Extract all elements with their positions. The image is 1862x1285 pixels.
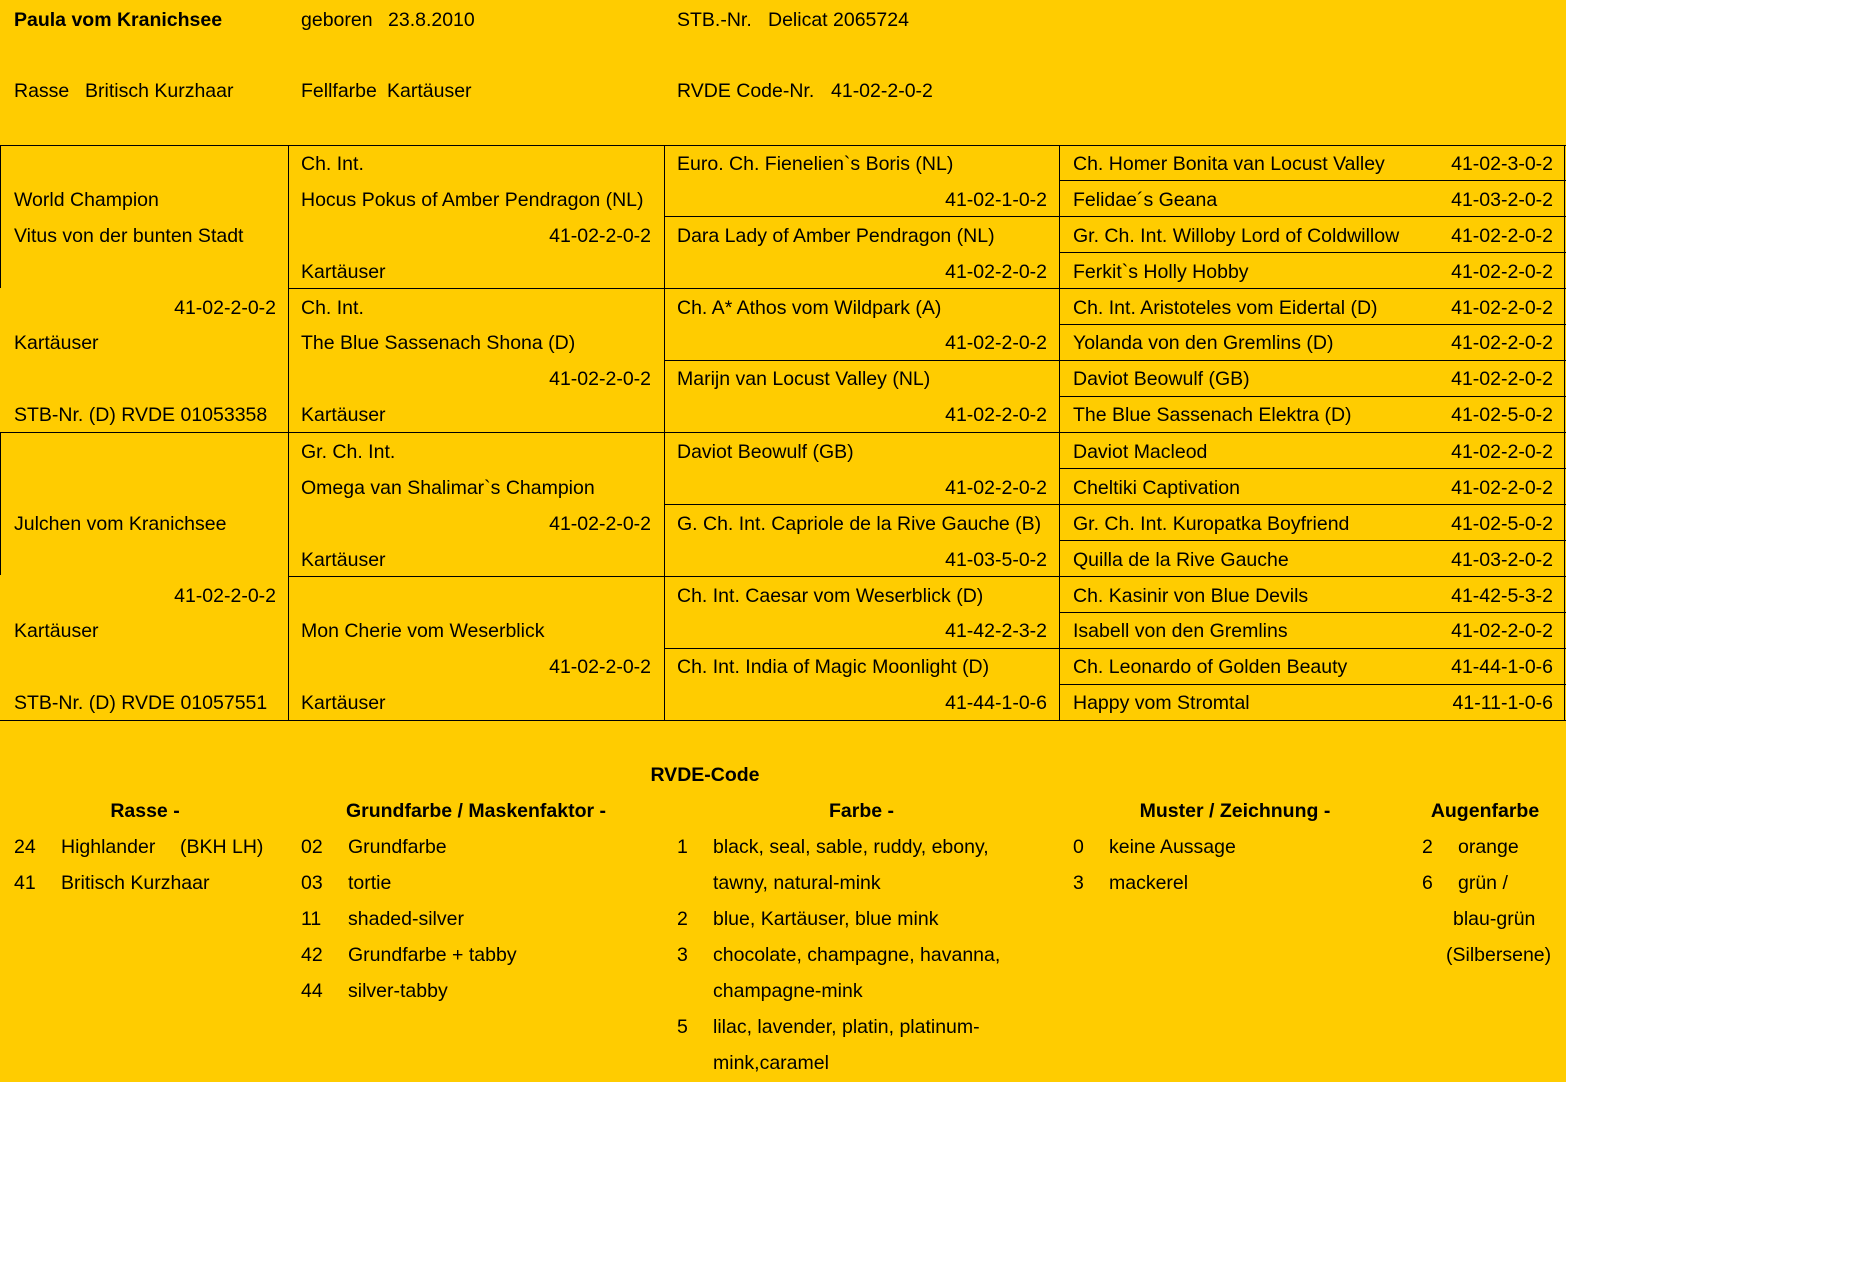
gg-grandparent-1-code: 41-02-3-0-2 <box>1451 153 1553 175</box>
great-grandparent-5-code: 41-02-2-0-2 <box>945 477 1047 499</box>
legend-rasse-code-1: 24 <box>14 836 36 858</box>
legend-farbe-code-3: 3 <box>677 944 688 966</box>
great-grandparent-3-code: 41-02-2-0-2 <box>945 332 1047 354</box>
breed-label: Rasse <box>14 80 70 102</box>
gg-grandparent-7-name: Daviot Beowulf (GB) <box>1073 368 1250 390</box>
grid-line-col3 <box>1059 145 1060 721</box>
legend-farbe-code-5: 5 <box>677 1016 688 1038</box>
stb-label: STB.-Nr. <box>677 9 752 31</box>
grandparent-2-color: Kartäuser <box>301 404 386 426</box>
legend-augenfarbe-label-1: orange <box>1458 836 1519 858</box>
legend-augenfarbe-code-1: 2 <box>1422 836 1433 858</box>
legend-farbe-code-1: 1 <box>677 836 688 858</box>
great-grandparent-8-name: Ch. Int. India of Magic Moonlight (D) <box>677 656 990 678</box>
gg-grandparent-8-code: 41-02-5-0-2 <box>1451 404 1553 426</box>
legend-farbe-code-2: 2 <box>677 908 688 930</box>
gg-grandparent-4-name: Ferkit`s Holly Hobby <box>1073 261 1249 283</box>
legend-grundfarbe-code-2: 03 <box>301 872 323 894</box>
legend-augenfarbe-label-2b: blau-grün <box>1453 908 1536 930</box>
legend-grundfarbe-heading: Grundfarbe / Maskenfaktor - <box>345 800 607 822</box>
gg-grandparent-14-name: Isabell von den Gremlins <box>1073 620 1288 642</box>
gg-grandparent-9-name: Daviot Macleod <box>1073 441 1208 463</box>
grid-line-g5 <box>1059 324 1566 325</box>
gg-grandparent-3-name: Gr. Ch. Int. Willoby Lord of Coldwillow <box>1073 225 1400 247</box>
grid-line-g13 <box>1059 612 1566 613</box>
great-grandparent-3-name: Ch. A* Athos vom Wildpark (A) <box>677 297 942 319</box>
legend-muster-label-2: mackerel <box>1109 872 1189 894</box>
great-grandparent-2-name: Dara Lady of Amber Pendragon (NL) <box>677 225 995 247</box>
gg-grandparent-5-name: Ch. Int. Aristoteles vom Eidertal (D) <box>1073 297 1378 319</box>
legend-muster-code-2: 3 <box>1073 872 1084 894</box>
gg-grandparent-12-name: Quilla de la Rive Gauche <box>1073 549 1289 571</box>
grandparent-1-name: Hocus Pokus of Amber Pendragon (NL) <box>301 189 644 211</box>
gg-grandparent-2-code: 41-03-2-0-2 <box>1451 189 1553 211</box>
grid-line-left-b <box>0 432 1 575</box>
great-grandparent-4-code: 41-02-2-0-2 <box>945 404 1047 426</box>
grid-line-top <box>0 145 1566 146</box>
legend-grundfarbe-label-4: Grundfarbe + tabby <box>348 944 517 966</box>
legend-grundfarbe-label-2: tortie <box>348 872 392 894</box>
stb-value: Delicat 2065724 <box>768 9 909 31</box>
great-grandparent-6-code: 41-03-5-0-2 <box>945 549 1047 571</box>
gg-grandparent-12-code: 41-03-2-0-2 <box>1451 549 1553 571</box>
grandparent-3-title: Gr. Ch. Int. <box>301 441 396 463</box>
grandparent-2-name: The Blue Sassenach Shona (D) <box>301 332 576 354</box>
great-grandparent-7-name: Ch. Int. Caesar vom Weserblick (D) <box>677 585 984 607</box>
rvde-value: 41-02-2-0-2 <box>831 80 933 102</box>
legend-grundfarbe-code-4: 42 <box>301 944 323 966</box>
legend-grundfarbe-label-3: shaded-silver <box>348 908 464 930</box>
legend-farbe-line-3a: chocolate, champagne, havanna, <box>713 944 1001 966</box>
legend-farbe-line-3b: champagne-mink <box>713 980 863 1002</box>
sire-name: Vitus von der bunten Stadt <box>14 225 244 247</box>
gg-grandparent-6-name: Yolanda von den Gremlins (D) <box>1073 332 1334 354</box>
great-grandparent-5-name: Daviot Beowulf (GB) <box>677 441 854 463</box>
gg-grandparent-15-name: Ch. Leonardo of Golden Beauty <box>1073 656 1348 678</box>
grid-line-g11 <box>1059 540 1566 541</box>
grid-line-e3 <box>664 360 1566 361</box>
legend-farbe-heading: Farbe - <box>828 800 894 822</box>
grandparent-4-code: 41-02-2-0-2 <box>549 656 651 678</box>
great-grandparent-4-name: Marijn van Locust Valley (NL) <box>677 368 931 390</box>
gg-grandparent-5-code: 41-02-2-0-2 <box>1451 297 1553 319</box>
sire-code: 41-02-2-0-2 <box>174 297 276 319</box>
gg-grandparent-2-name: Felidae´s Geana <box>1073 189 1218 211</box>
legend-farbe-line-1b: tawny, natural-mink <box>713 872 881 894</box>
gg-grandparent-10-name: Cheltiki Captivation <box>1073 477 1240 499</box>
grid-line-left-a <box>0 145 1 288</box>
legend-grundfarbe-code-3: 11 <box>301 908 322 930</box>
great-grandparent-6-name: G. Ch. Int. Capriole de la Rive Gauche (B) <box>677 513 1042 535</box>
gg-grandparent-10-code: 41-02-2-0-2 <box>1451 477 1553 499</box>
grid-line-col2 <box>664 145 665 721</box>
legend-augenfarbe-code-2: 6 <box>1422 872 1433 894</box>
cat-name: Paula vom Kranichsee <box>14 9 223 31</box>
legend-rasse-label-2: Britisch Kurzhaar <box>61 872 210 894</box>
great-grandparent-1-code: 41-02-1-0-2 <box>945 189 1047 211</box>
gg-grandparent-16-code: 41-11-1-0-6 <box>1452 692 1553 714</box>
grandparent-3-code: 41-02-2-0-2 <box>549 513 651 535</box>
grid-line-e5 <box>664 504 1566 505</box>
grid-line-g3 <box>1059 252 1566 253</box>
legend-rasse-code-2: 41 <box>14 872 36 894</box>
grid-line-e7 <box>664 648 1566 649</box>
dam-stb: STB-Nr. (D) RVDE 01057551 <box>14 692 268 714</box>
grandparent-2-code: 41-02-2-0-2 <box>549 368 651 390</box>
legend-muster-heading: Muster / Zeichnung - <box>1139 800 1331 822</box>
grandparent-1-code: 41-02-2-0-2 <box>549 225 651 247</box>
grid-line-g15 <box>1059 684 1566 685</box>
legend-muster-label-1: keine Aussage <box>1109 836 1236 858</box>
grandparent-3-color: Kartäuser <box>301 549 386 571</box>
sire-stb: STB-Nr. (D) RVDE 01053358 <box>14 404 268 426</box>
sire-title: World Champion <box>14 189 159 211</box>
fur-color-value: Kartäuser <box>387 80 472 102</box>
dam-code: 41-02-2-0-2 <box>174 585 276 607</box>
gg-grandparent-13-name: Ch. Kasinir von Blue Devils <box>1073 585 1309 607</box>
born-label: geboren <box>301 9 373 31</box>
gg-grandparent-9-code: 41-02-2-0-2 <box>1451 441 1553 463</box>
gg-grandparent-13-code: 41-42-5-3-2 <box>1451 585 1553 607</box>
legend-farbe-line-5b: mink,caramel <box>713 1052 829 1074</box>
grid-line-right <box>1564 145 1565 721</box>
gg-grandparent-6-code: 41-02-2-0-2 <box>1451 332 1553 354</box>
born-value: 23.8.2010 <box>388 9 475 31</box>
legend-grundfarbe-label-1: Grundfarbe <box>348 836 447 858</box>
rvde-label: RVDE Code-Nr. <box>677 80 815 102</box>
breed-value: Britisch Kurzhaar <box>85 80 234 102</box>
gg-grandparent-14-code: 41-02-2-0-2 <box>1451 620 1553 642</box>
grid-line-e1 <box>664 216 1566 217</box>
legend-farbe-line-2a: blue, Kartäuser, blue mink <box>713 908 939 930</box>
gg-grandparent-11-code: 41-02-5-0-2 <box>1451 513 1553 535</box>
great-grandparent-2-code: 41-02-2-0-2 <box>945 261 1047 283</box>
grandparent-2-title: Ch. Int. <box>301 297 364 319</box>
legend-title: RVDE-Code <box>650 764 760 786</box>
great-grandparent-1-name: Euro. Ch. Fienelien`s Boris (NL) <box>677 153 954 175</box>
grid-line-q3 <box>288 576 1566 577</box>
grandparent-1-title: Ch. Int. <box>301 153 364 175</box>
legend-muster-code-1: 0 <box>1073 836 1084 858</box>
legend-rasse-label-1: Highlander <box>61 836 156 858</box>
dam-color: Kartäuser <box>14 620 99 642</box>
legend-grundfarbe-code-5: 44 <box>301 980 323 1002</box>
grandparent-4-name: Mon Cherie vom Weserblick <box>301 620 545 642</box>
dam-name: Julchen vom Kranichsee <box>14 513 227 535</box>
great-grandparent-7-code: 41-42-2-3-2 <box>945 620 1047 642</box>
gg-grandparent-16-name: Happy vom Stromtal <box>1073 692 1250 714</box>
legend-augenfarbe-label-2c: (Silbersene) <box>1446 944 1552 966</box>
grid-line-g1 <box>1059 180 1566 181</box>
grid-line-g7 <box>1059 396 1566 397</box>
gg-grandparent-4-code: 41-02-2-0-2 <box>1451 261 1553 283</box>
grid-line-g9 <box>1059 468 1566 469</box>
gg-grandparent-8-name: The Blue Sassenach Elektra (D) <box>1073 404 1352 426</box>
legend-grundfarbe-code-1: 02 <box>301 836 323 858</box>
fur-color-label: Fellfarbe <box>301 80 377 102</box>
legend-farbe-line-1a: black, seal, sable, ruddy, ebony, <box>713 836 989 858</box>
legend-augenfarbe-heading: Augenfarbe <box>1430 800 1540 822</box>
sire-color: Kartäuser <box>14 332 99 354</box>
legend-rasse-heading: Rasse - <box>110 800 180 822</box>
grandparent-1-color: Kartäuser <box>301 261 386 283</box>
gg-grandparent-7-code: 41-02-2-0-2 <box>1451 368 1553 390</box>
grid-line-bottom <box>0 720 1566 721</box>
grid-line-mid <box>0 432 1566 433</box>
legend-farbe-line-5a: lilac, lavender, platin, platinum- <box>713 1016 980 1038</box>
grandparent-3-name: Omega van Shalimar`s Champion <box>301 477 595 499</box>
legend-grundfarbe-label-5: silver-tabby <box>348 980 448 1002</box>
grid-line-col1 <box>288 145 289 721</box>
gg-grandparent-11-name: Gr. Ch. Int. Kuropatka Boyfriend <box>1073 513 1350 535</box>
legend-augenfarbe-label-2: grün / <box>1458 872 1508 894</box>
legend-rasse-extra-1: (BKH LH) <box>180 836 264 858</box>
great-grandparent-8-code: 41-44-1-0-6 <box>945 692 1047 714</box>
gg-grandparent-15-code: 41-44-1-0-6 <box>1451 656 1553 678</box>
grandparent-4-color: Kartäuser <box>301 692 386 714</box>
gg-grandparent-1-name: Ch. Homer Bonita van Locust Valley <box>1073 153 1385 175</box>
grid-line-q1 <box>288 288 1566 289</box>
gg-grandparent-3-code: 41-02-2-0-2 <box>1451 225 1553 247</box>
